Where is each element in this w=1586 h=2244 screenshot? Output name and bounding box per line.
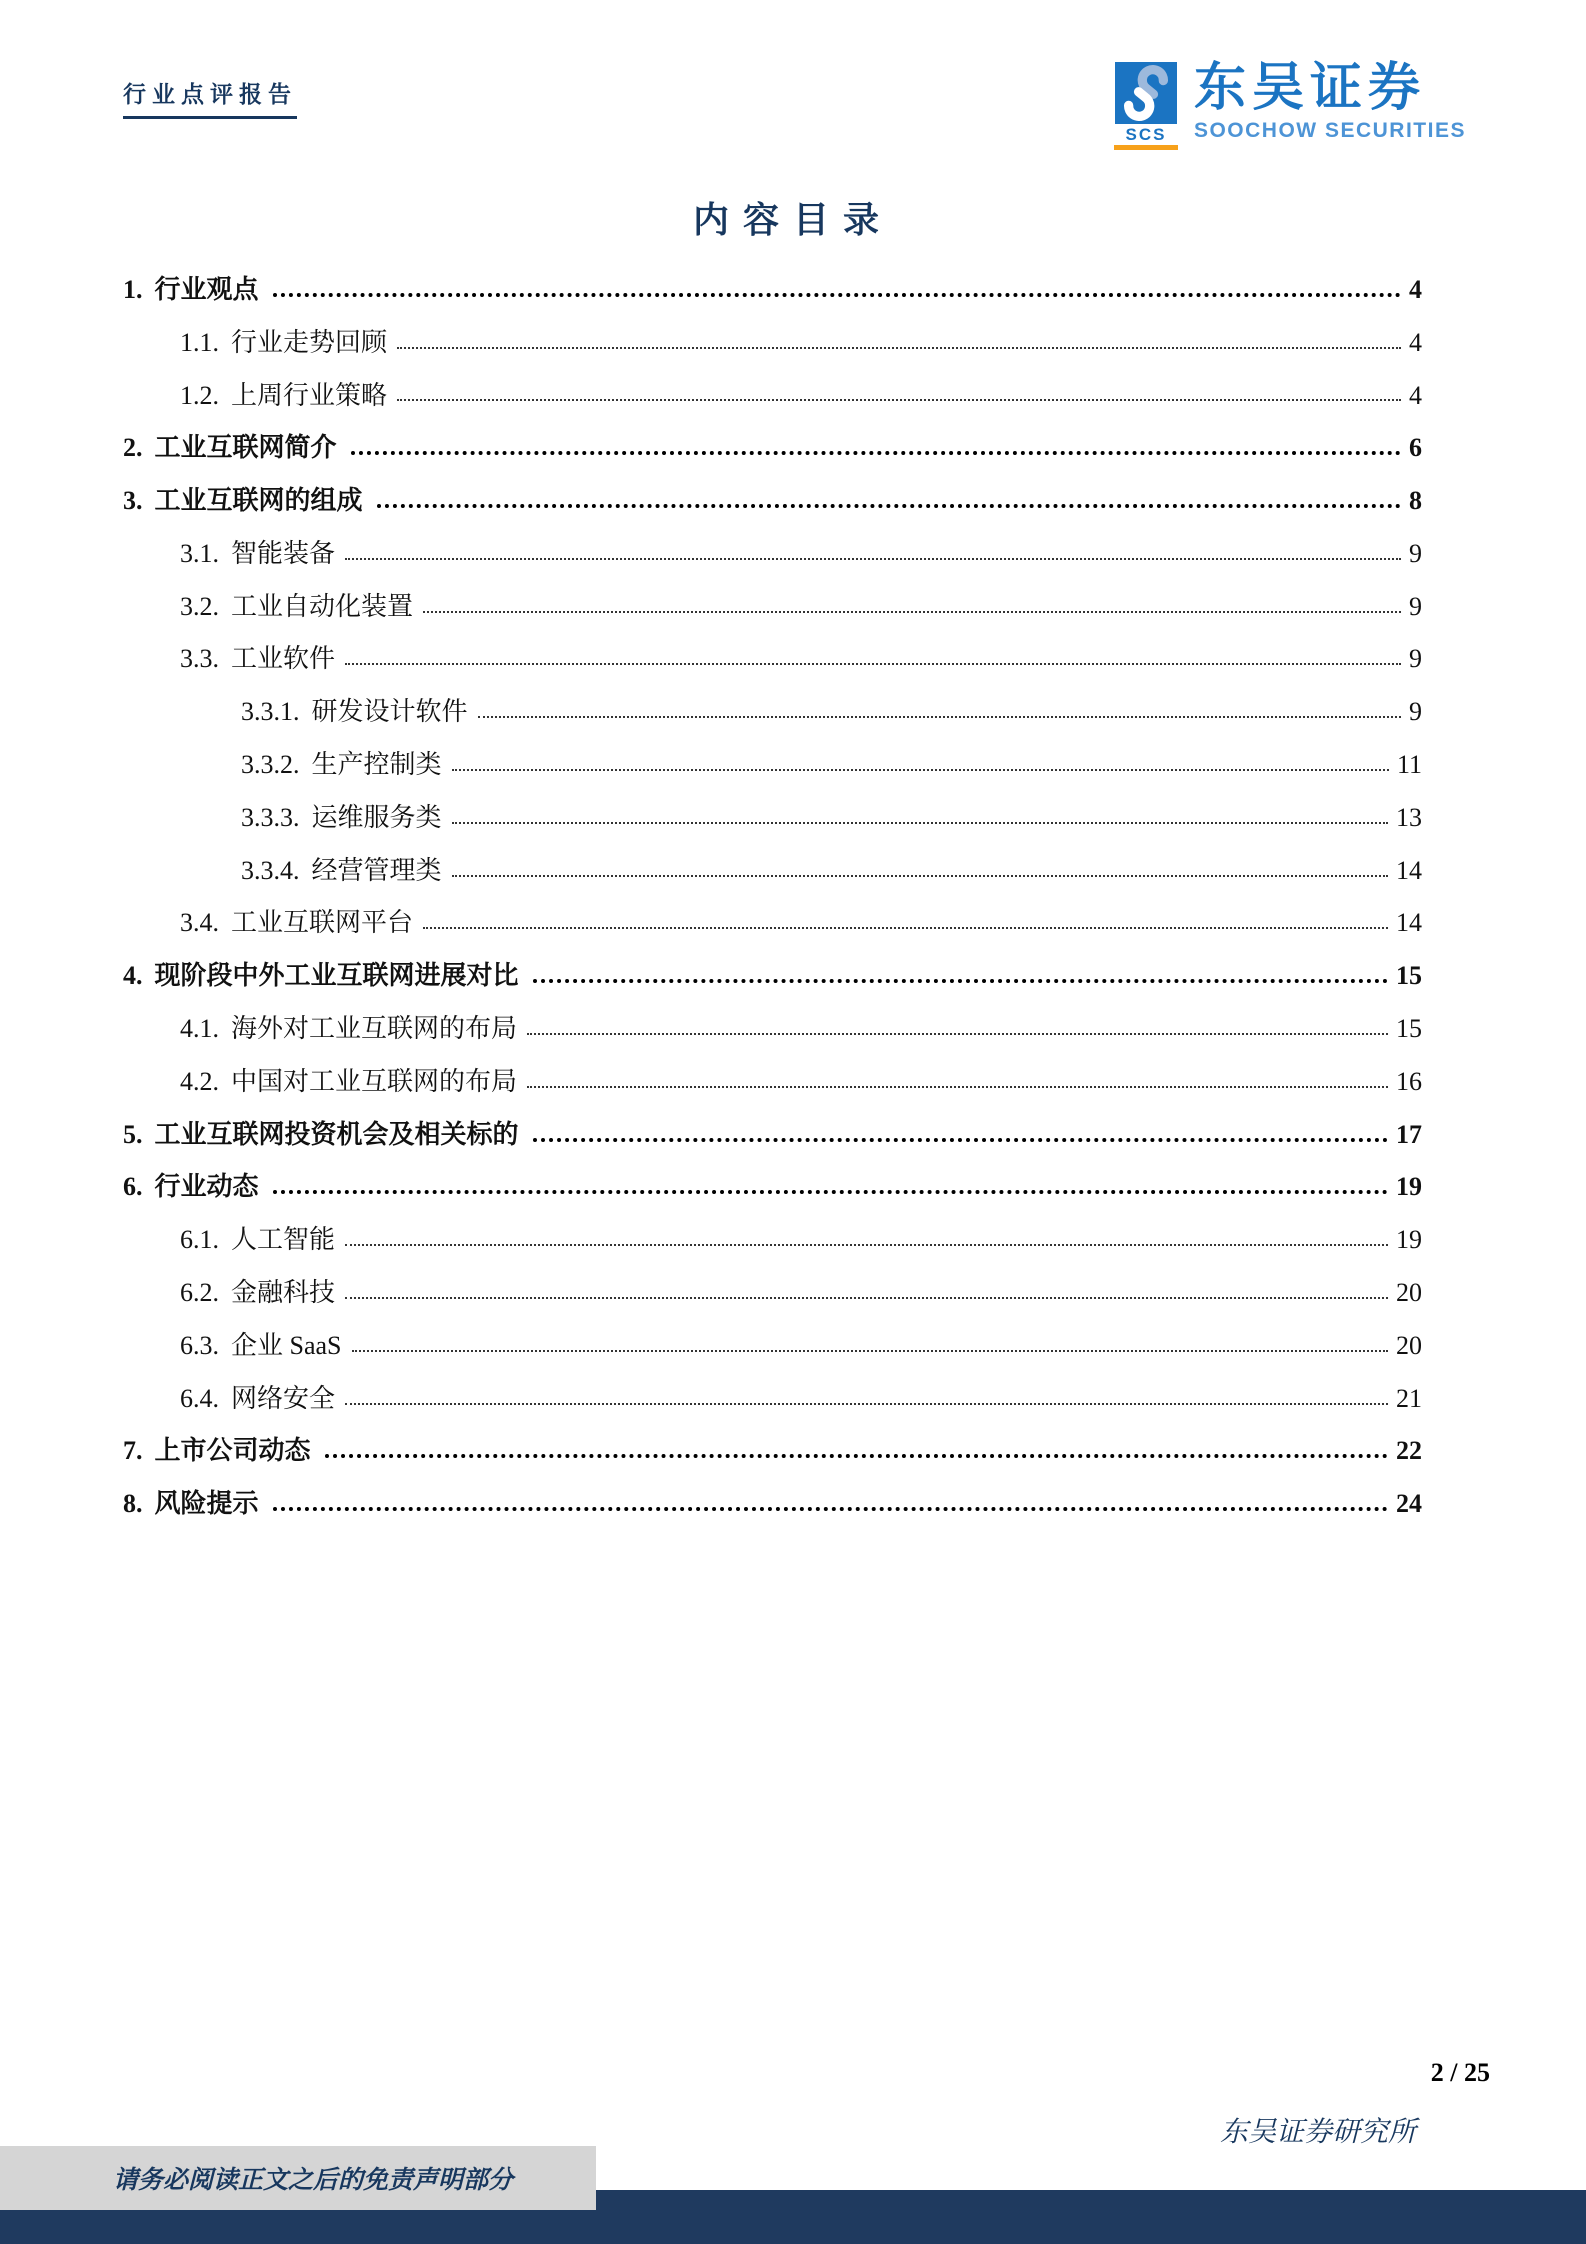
toc-entry-label: 工业互联网投资机会及相关标的: [154, 1119, 519, 1149]
toc-entry[interactable]: [123, 569, 1422, 622]
toc-entry-page: 20: [1396, 1278, 1422, 1308]
toc-entry-page: 21: [1396, 1383, 1422, 1413]
toc-entry[interactable]: [123, 1255, 1422, 1308]
scs-logo-icon: [1115, 62, 1177, 124]
toc-entry[interactable]: [123, 1202, 1422, 1255]
toc-entry-number: 2.: [123, 433, 143, 463]
toc-entry-number: 4.2.: [180, 1066, 219, 1096]
toc-entry[interactable]: [123, 780, 1422, 833]
toc-leader-dots: [397, 347, 1401, 349]
toc-entry-page: 19: [1396, 1172, 1422, 1202]
toc-leader-dots: [345, 1403, 1388, 1405]
toc-entry-number: 3.3.: [180, 644, 219, 674]
toc-entry-number: 6.: [123, 1172, 143, 1202]
toc-leader-dots: [273, 1190, 1388, 1194]
toc-leader-dots: [351, 451, 1401, 455]
toc-leader-dots: [452, 769, 1389, 771]
toc-entry-label: 智能装备: [231, 538, 336, 568]
toc-entry-page: 15: [1396, 961, 1422, 991]
toc-entry-label: 行业观点: [154, 274, 259, 304]
research-institute-label: 东吴证券研究所: [1219, 2117, 1416, 2148]
toc-entry-label: 金融科技: [231, 1278, 336, 1308]
toc-entry-label: 上市公司动态: [154, 1436, 311, 1466]
toc-leader-dots: [345, 663, 1401, 665]
toc-entry-label: 工业互联网简介: [154, 433, 337, 463]
toc-leader-dots: [423, 927, 1388, 929]
toc-entry[interactable]: [123, 1361, 1422, 1414]
toc-entry-page: 14: [1396, 908, 1422, 938]
toc-entry[interactable]: [123, 1097, 1422, 1150]
toc-entry[interactable]: [123, 1414, 1422, 1467]
toc-entry-number: 6.1.: [180, 1225, 219, 1255]
toc-entry-number: 6.2.: [180, 1278, 219, 1308]
toc-leader-dots: [273, 293, 1401, 297]
toc-entry-number: 3.1.: [180, 538, 219, 568]
toc-entry-label: 生产控制类: [311, 750, 442, 780]
toc-entry-number: 1.: [123, 274, 143, 304]
toc-entry-label: 人工智能: [231, 1225, 336, 1255]
toc-leader-dots: [352, 1350, 1388, 1352]
toc-entry-number: 3.3.4.: [241, 855, 300, 885]
toc-leader-dots: [527, 1033, 1388, 1035]
toc-leader-dots: [345, 558, 1401, 560]
toc-entry[interactable]: [123, 1308, 1422, 1361]
soochow-securities-logo: [1114, 59, 1466, 150]
toc-entry-page: 13: [1396, 802, 1422, 832]
disclaimer-text: 请务必阅读正文之后的免责声明部分: [112, 2167, 513, 2194]
toc-entry-label: 运维服务类: [311, 802, 442, 832]
toc-entry-label: 企业 SaaS: [231, 1330, 342, 1360]
disclaimer-box: [0, 2146, 596, 2210]
toc-entry-number: 4.: [123, 961, 143, 991]
toc-entry-number: 3.3.1.: [241, 697, 300, 727]
logo-text: [1193, 59, 1466, 142]
logo-scs-text: SCS: [1125, 125, 1167, 144]
toc-entry-number: 1.1.: [180, 327, 219, 357]
toc-entry[interactable]: [123, 886, 1422, 939]
toc-entry-label: 工业互联网平台: [231, 908, 414, 938]
toc-entry-page: 9: [1409, 538, 1422, 568]
toc-entry-page: 11: [1396, 750, 1422, 780]
toc-entry-page: 24: [1396, 1489, 1422, 1519]
toc-entry-number: 3.3.2.: [241, 750, 300, 780]
logo-orange-bar: [1114, 145, 1178, 150]
toc-entry-page: 14: [1396, 855, 1422, 885]
toc-entry[interactable]: [123, 463, 1422, 516]
toc-entry-number: 6.4.: [180, 1383, 219, 1413]
toc-entry[interactable]: [123, 1466, 1422, 1519]
toc-leader-dots: [452, 875, 1388, 877]
toc-entry-page: 4: [1409, 380, 1422, 410]
toc-entry-page: 19: [1396, 1225, 1422, 1255]
toc-entry-label: 经营管理类: [311, 855, 442, 885]
toc-entry[interactable]: [123, 516, 1422, 569]
toc-entry[interactable]: [123, 622, 1422, 675]
toc-entry-number: 8.: [123, 1489, 143, 1519]
logo-name-en: SOOCHOW SECURITIES: [1193, 119, 1466, 142]
toc-entry[interactable]: [123, 1150, 1422, 1203]
toc-entry[interactable]: [123, 727, 1422, 780]
toc-entry-number: 3.2.: [180, 591, 219, 621]
toc-title: 内容目录: [692, 200, 893, 240]
toc-leader-dots: [345, 1297, 1388, 1299]
toc-entry-label: 研发设计软件: [311, 697, 468, 727]
toc-entry[interactable]: [123, 305, 1422, 358]
toc-entry-number: 6.3.: [180, 1330, 219, 1360]
toc-entry[interactable]: [123, 833, 1422, 886]
toc-entry[interactable]: [123, 410, 1422, 463]
toc-entry-page: 6: [1409, 433, 1422, 463]
toc-leader-dots: [527, 1086, 1388, 1088]
report-type-label: 行业点评报告: [123, 76, 297, 119]
toc-entry-label: 海外对工业互联网的布局: [231, 1014, 518, 1044]
toc-entry-page: 22: [1396, 1436, 1422, 1466]
toc-entry-page: 20: [1396, 1330, 1422, 1360]
logo-name-cn: 东吴证券: [1193, 59, 1426, 117]
toc-leader-dots: [397, 399, 1401, 401]
toc-leader-dots: [478, 716, 1401, 718]
toc-entry-number: 3.3.3.: [241, 802, 300, 832]
toc-entry-label: 工业自动化装置: [231, 591, 414, 621]
toc-entry[interactable]: [123, 252, 1422, 305]
toc-entry[interactable]: [123, 674, 1422, 727]
toc-entry-label: 上周行业策略: [231, 380, 388, 410]
toc-leader-dots: [377, 504, 1401, 508]
toc-entry-page: 15: [1396, 1014, 1422, 1044]
toc-entry-page: 9: [1409, 591, 1422, 621]
toc-leader-dots: [345, 1244, 1388, 1246]
toc-leader-dots: [273, 1507, 1388, 1511]
toc-entry[interactable]: [123, 1044, 1422, 1097]
page-indicator: 2 / 25: [1430, 2058, 1490, 2087]
toc-entry-label: 中国对工业互联网的布局: [231, 1066, 518, 1096]
toc-leader-dots: [423, 611, 1401, 613]
toc-entry[interactable]: [123, 358, 1422, 411]
toc-entry[interactable]: [123, 991, 1422, 1044]
toc-entry-label: 网络安全: [231, 1383, 336, 1413]
toc-entry-label: 行业走势回顾: [231, 327, 388, 357]
toc-entry-label: 行业动态: [154, 1172, 259, 1202]
toc-entry-page: 9: [1409, 697, 1422, 727]
toc-entry-page: 4: [1409, 327, 1422, 357]
toc-entry-number: 3.4.: [180, 908, 219, 938]
toc-entry-page: 8: [1409, 486, 1422, 516]
toc-leader-dots: [533, 979, 1388, 983]
toc-entry-label: 风险提示: [154, 1489, 259, 1519]
toc-entry[interactable]: [123, 938, 1422, 991]
toc-leader-dots: [533, 1138, 1388, 1142]
toc-entry-label: 现阶段中外工业互联网进展对比: [154, 961, 519, 991]
toc-entry-number: 1.2.: [180, 380, 219, 410]
toc-entry-number: 7.: [123, 1436, 143, 1466]
toc-leader-dots: [452, 822, 1388, 824]
logo-mark: [1114, 62, 1178, 150]
toc-entry-page: 4: [1409, 274, 1422, 304]
toc-entry-label: 工业软件: [231, 644, 336, 674]
toc-leader-dots: [325, 1454, 1388, 1458]
toc-entry-label: 工业互联网的组成: [154, 486, 363, 516]
toc-entry-page: 17: [1396, 1119, 1422, 1149]
table-of-contents: [123, 252, 1422, 1519]
toc-entry-page: 16: [1396, 1066, 1422, 1096]
toc-entry-page: 9: [1409, 644, 1422, 674]
toc-entry-number: 3.: [123, 486, 143, 516]
toc-entry-number: 5.: [123, 1119, 143, 1149]
toc-entry-number: 4.1.: [180, 1014, 219, 1044]
